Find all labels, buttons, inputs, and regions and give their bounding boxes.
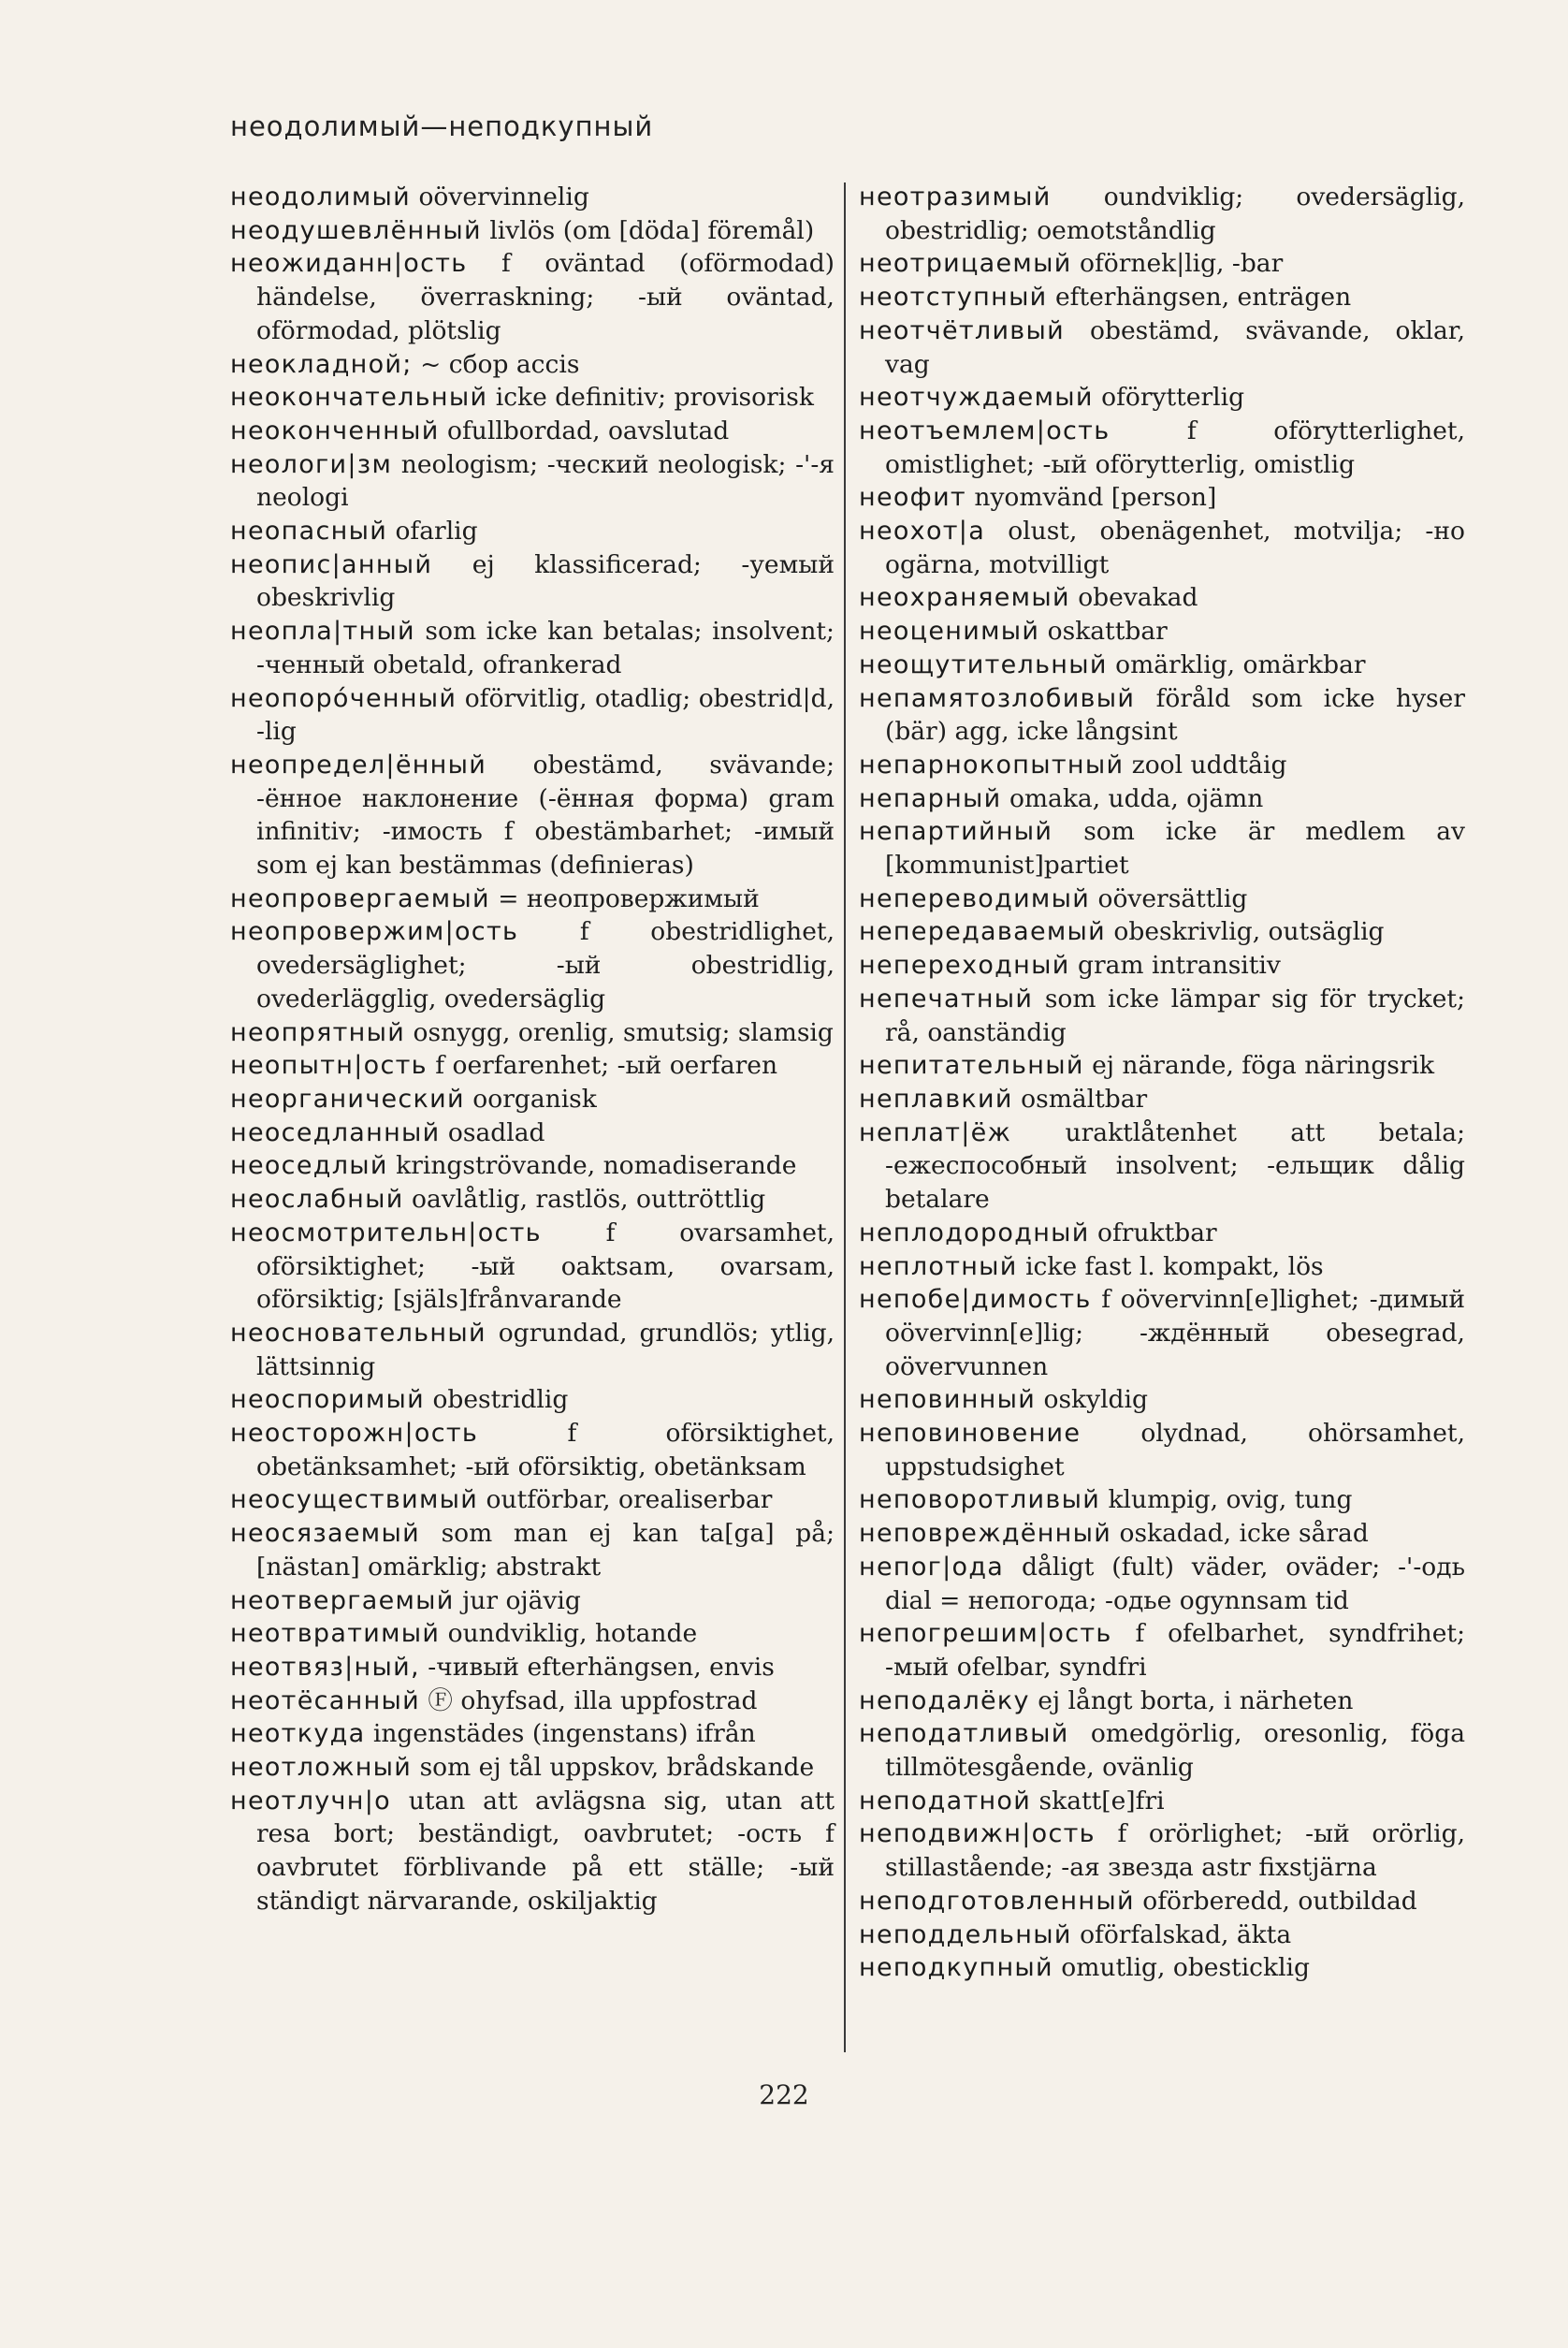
- dictionary-entry: [859, 782, 1465, 816]
- dictionary-entry: [859, 247, 1465, 281]
- entry-definition: obevakad: [1069, 583, 1198, 613]
- dictionary-entry: [230, 615, 835, 681]
- entry-definition: omärklig, omärkbar: [1107, 649, 1366, 679]
- dictionary-entry: [230, 1417, 835, 1483]
- dictionary-entry: [230, 1483, 835, 1517]
- entry-definition: oförberedd, outbildad: [1134, 1886, 1417, 1916]
- dictionary-entry: [859, 1116, 1465, 1217]
- dictionary-entry: [859, 481, 1465, 515]
- entry-definition: f ovarsamhet, oförsiktighet; -ый oaktsam, ovarsam, oförsiktig; [själs]frånvarande: [256, 1218, 835, 1315]
- entry-definition: icke fast l. kompakt, lös: [1017, 1251, 1324, 1281]
- entry-definition: oförfalskad, äkta: [1071, 1919, 1292, 1949]
- entry-definition: f oväntad (oförmodad) händelse, överraskning; -ый oväntad, oförmodad, plötslig: [256, 249, 835, 345]
- entry-headword: непогрешим|ость: [859, 1619, 1112, 1649]
- dictionary-entry: [230, 1651, 835, 1684]
- entry-headword: неподатной: [859, 1786, 1032, 1816]
- entry-headword: неотложный: [230, 1753, 413, 1783]
- entry-headword: неоседлый: [230, 1151, 388, 1181]
- running-head: неодолимый—неподкупный: [230, 110, 654, 142]
- entry-headword: неологи|зм: [230, 449, 393, 479]
- dictionary-entry: [859, 1785, 1465, 1818]
- entry-headword: неповиновение: [859, 1419, 1082, 1449]
- dictionary-entry: [230, 1383, 835, 1417]
- entry-definition: utan att avlägsna sig, utan att resa bort; beständigt, oavbrutet; -ость f oavbrutet förblivande på ett ställe; -ый ständigt närvarande, oskiljaktig: [256, 1786, 835, 1916]
- entry-headword: неокладной;: [230, 349, 413, 379]
- dictionary-entry: [230, 247, 835, 347]
- entry-definition: ej närande, föga näringsrik: [1083, 1051, 1435, 1081]
- entry-definition: ofullbordad, oavslutad: [439, 416, 730, 445]
- entry-definition: f orörlighet; -ый orörlig, stillastående; -ая звезда astr fixstjärna: [885, 1819, 1465, 1883]
- dictionary-entry: [859, 1483, 1465, 1517]
- entry-definition: obestämd, svävande, oklar, vag: [885, 315, 1465, 379]
- entry-headword: неопровержим|ость: [230, 917, 519, 947]
- entry-headword: неопис|анный: [230, 549, 433, 579]
- dictionary-entry: [230, 1717, 835, 1751]
- entry-definition: f oövervinn[e]lighet; -димый oövervinn[e]lig; -ждённый obesegrad, oövervunnen: [885, 1285, 1465, 1381]
- dictionary-entry: [859, 1717, 1465, 1784]
- entry-headword: неорганический: [230, 1084, 465, 1114]
- dictionary-entry: [230, 381, 835, 415]
- entry-headword: неодолимый: [230, 182, 412, 211]
- entry-headword: непереводимый: [859, 883, 1091, 913]
- entry-headword: неоспоримый: [230, 1385, 426, 1415]
- entry-headword: неотрицаемый: [859, 249, 1072, 279]
- entry-headword: неподготовленный: [859, 1886, 1135, 1916]
- dictionary-entry: [230, 1083, 835, 1116]
- dictionary-entry: [859, 882, 1465, 916]
- dictionary-entry: [859, 1951, 1465, 1985]
- dictionary-entry: [859, 314, 1465, 381]
- entry-definition: -чивый efterhängsen, envis: [419, 1652, 775, 1682]
- dictionary-entry: [230, 1517, 835, 1583]
- entry-headword: неопла|тный: [230, 617, 415, 647]
- dictionary-entry: [859, 1817, 1465, 1884]
- entry-headword: неповинный: [859, 1385, 1037, 1415]
- dictionary-entry: [230, 1785, 835, 1918]
- dictionary-entry: [859, 1617, 1465, 1684]
- entry-definition: f oerfarenhet; -ый oerfaren: [427, 1051, 778, 1081]
- entry-definition: zool uddtåig: [1124, 750, 1287, 780]
- entry-definition: f ofelbarhet, syndfrihet; -мый ofelbar, syndfri: [885, 1619, 1465, 1682]
- dictionary-entry: [859, 1083, 1465, 1116]
- dictionary-entry: [859, 682, 1465, 749]
- entry-definition: oskyldig: [1036, 1385, 1148, 1415]
- dictionary-entry: [230, 749, 835, 882]
- column-divider: [844, 182, 846, 2052]
- dictionary-entry: [859, 581, 1465, 615]
- entry-headword: неосязаемый: [230, 1519, 420, 1549]
- entry-headword: неощутительный: [859, 649, 1108, 679]
- dictionary-entry: [859, 649, 1465, 682]
- dictionary-entry: [230, 515, 835, 548]
- entry-headword: неодушевлённый: [230, 215, 482, 245]
- entry-definition: oorganisk: [464, 1084, 597, 1114]
- entry-headword: непереходный: [859, 951, 1070, 981]
- entry-definition: jur ojävig: [454, 1585, 581, 1615]
- entry-definition: ogrundad, grundlös; ytlig, lättsinnig: [256, 1318, 835, 1381]
- dictionary-entry: [230, 1149, 835, 1183]
- entry-definition: oförvitlig, otadlig; obestrid|d, -lig: [256, 683, 835, 747]
- entry-definition: oförytterlig: [1093, 383, 1245, 413]
- entry-headword: неповоротливый: [859, 1485, 1101, 1515]
- entry-definition: olust, obenägenhet, motvilja; -но ogärna, motvilligt: [885, 517, 1465, 579]
- entry-definition: obestämd, svävande; -ённое наклонение (-ённая форма) gram infinitiv; -имость f obestämbarhet; -имый som ej kan bestämmas (definieras): [256, 750, 835, 881]
- dictionary-entry: [230, 1183, 835, 1217]
- dictionary-entry: [859, 1918, 1465, 1952]
- entry-headword: неотлучн|о: [230, 1786, 391, 1816]
- dictionary-entry: [230, 548, 835, 615]
- entry-definition: skatt[e]fri: [1031, 1786, 1165, 1816]
- dictionary-entry: [859, 1885, 1465, 1918]
- entry-definition: osnygg, orenlig, smutsig; slamsig: [405, 1017, 834, 1047]
- entry-definition: föråld som icke hyser (bär) agg, icke långsint: [885, 683, 1465, 747]
- entry-headword: неподкупный: [859, 1953, 1053, 1983]
- entry-definition: som icke lämpar sig för trycket; rå, oanständig: [885, 984, 1465, 1047]
- entry-headword: неожиданн|ость: [230, 249, 468, 279]
- entry-headword: неоконченный: [230, 416, 440, 445]
- entry-headword: непечатный: [859, 984, 1034, 1014]
- entry-headword: неподалёку: [859, 1685, 1030, 1715]
- entry-headword: неопытн|ость: [230, 1051, 428, 1081]
- dictionary-entry: [859, 615, 1465, 649]
- entry-definition: f oförsiktighet, obetänksamhet; -ый oförsiktig, obetänksam: [256, 1419, 835, 1481]
- dictionary-entry: [230, 1751, 835, 1785]
- dictionary-entry: [859, 415, 1465, 481]
- entry-definition: ~ сбор accis: [412, 349, 580, 379]
- dictionary-entry: [230, 1617, 835, 1651]
- dictionary-entry: [859, 915, 1465, 949]
- entry-headword: неоткуда: [230, 1719, 366, 1749]
- dictionary-entry: [859, 1283, 1465, 1383]
- entry-headword: неосновательный: [230, 1318, 486, 1348]
- entry-headword: неоценимый: [859, 617, 1040, 647]
- entry-headword: неотёсанный: [230, 1685, 420, 1715]
- dictionary-entry: [859, 515, 1465, 581]
- entry-headword: непитательный: [859, 1051, 1084, 1081]
- entry-headword: неосуществимый: [230, 1485, 479, 1515]
- dictionary-entry: [859, 1217, 1465, 1250]
- entry-definition: oövervinnelig: [411, 182, 589, 211]
- dictionary-entry: [859, 815, 1465, 882]
- entry-definition: ej långt borta, i närheten: [1029, 1685, 1354, 1715]
- entry-headword: неотчуждаемый: [859, 383, 1094, 413]
- entry-headword: неплотный: [859, 1251, 1018, 1281]
- entry-definition: ej klassificerad; -уемый obeskrivlig: [256, 549, 835, 613]
- entry-headword: неоседланный: [230, 1117, 441, 1147]
- entry-definition: outförbar, orealiserbar: [478, 1485, 773, 1515]
- entry-definition: nyomvänd [person]: [965, 483, 1217, 513]
- entry-headword: непарный: [859, 783, 1002, 813]
- entry-headword: неопасный: [230, 517, 388, 547]
- entry-headword: непог|ода: [859, 1552, 1005, 1582]
- dictionary-entry: [859, 381, 1465, 415]
- entry-headword: неотчётливый: [859, 315, 1065, 345]
- dictionary-entry: [230, 1684, 835, 1718]
- dictionary-entry: [859, 1517, 1465, 1551]
- dictionary-entry: [859, 1417, 1465, 1483]
- entry-definition: osadlad: [440, 1117, 545, 1147]
- dictionary-entry: [859, 1250, 1465, 1284]
- entry-headword: неплодородный: [859, 1218, 1090, 1247]
- entry-definition: icke definitiv; provisorisk: [487, 383, 814, 413]
- entry-headword: неопрятный: [230, 1017, 406, 1047]
- dictionary-entry: [230, 1016, 835, 1050]
- dictionary-entry: [859, 949, 1465, 983]
- entry-definition: dåligt (fult) väder, oväder; -'-одь dial = непогода; -одье ogynnsam tid: [885, 1552, 1465, 1615]
- entry-headword: неподдельный: [859, 1919, 1072, 1949]
- entry-definition: som icke kan betalas; insolvent; -ченный obetald, ofrankerad: [256, 617, 835, 679]
- entry-definition: som icke är medlem av [kommunist]partiet: [885, 817, 1465, 881]
- entry-definition: = неопровержимый: [489, 883, 760, 913]
- dictionary-entry: [230, 348, 835, 382]
- dictionary-entry: [230, 181, 835, 214]
- dictionary-entry: [859, 1551, 1465, 1617]
- entry-definition: gram intransitiv: [1069, 951, 1281, 981]
- dictionary-entry: [859, 281, 1465, 314]
- entry-definition: oskattbar: [1039, 617, 1168, 647]
- entry-headword: неохот|а: [859, 517, 986, 547]
- entry-headword: неотвергаемый: [230, 1585, 455, 1615]
- entry-headword: неопредел|ённый: [230, 750, 487, 780]
- dictionary-entry: [859, 749, 1465, 782]
- entry-headword: неосторожн|ость: [230, 1419, 479, 1449]
- entry-headword: неповреждённый: [859, 1519, 1112, 1549]
- entry-definition: som man ej kan ta[ga] på; [nästan] omärklig; abstrakt: [256, 1519, 835, 1582]
- dictionary-entry: [230, 1317, 835, 1383]
- dictionary-entry: [230, 1217, 835, 1317]
- entry-headword: неопорόченный: [230, 683, 457, 713]
- entry-definition: kringströvande, nomadiserande: [387, 1151, 797, 1181]
- entry-definition: obestridlig: [425, 1385, 569, 1415]
- dictionary-entry: [230, 682, 835, 749]
- entry-headword: неокончательный: [230, 383, 488, 413]
- dictionary-entry: [859, 181, 1465, 247]
- entry-headword: неофит: [859, 483, 966, 513]
- entry-headword: неотвяз|ный,: [230, 1652, 420, 1682]
- dictionary-entry: [230, 1116, 835, 1150]
- entry-definition: oöversättlig: [1090, 883, 1248, 913]
- entry-definition: oundviklig; ovedersäglig, obestridlig; oemotståndlig: [885, 182, 1465, 245]
- dictionary-entry: [230, 1049, 835, 1083]
- entry-headword: неотразимый: [859, 182, 1052, 211]
- entry-definition: osmältbar: [1012, 1084, 1148, 1114]
- entry-headword: непарнокопытный: [859, 750, 1125, 780]
- entry-definition: uraktlåtenhet att betala; -ежеспособный insolvent; -ельщик dålig betalare: [885, 1117, 1465, 1215]
- entry-headword: неохраняемый: [859, 583, 1070, 613]
- entry-definition: obeskrivlig, outsäglig: [1106, 917, 1385, 947]
- entry-headword: неподатливый: [859, 1719, 1069, 1749]
- entry-headword: неотъемлем|ость: [859, 416, 1111, 445]
- right-column: [859, 181, 1465, 1985]
- entry-definition: olydnad, ohörsamhet, uppstudsighet: [885, 1419, 1465, 1481]
- page-number: 222: [759, 2079, 809, 2110]
- dictionary-entry: [230, 448, 835, 515]
- entry-definition: livlös (om [döda] föremål): [481, 215, 815, 245]
- entry-definition: f obestridlighet, ovedersäglighet; -ый obestridlig, ovederlägglig, ovedersäglig: [256, 917, 835, 1014]
- entry-headword: непартийный: [859, 817, 1053, 847]
- entry-headword: неосмотрительн|ость: [230, 1218, 542, 1247]
- dictionary-entry: [230, 915, 835, 1015]
- entry-definition: efterhängsen, enträgen: [1047, 283, 1352, 313]
- dictionary-entry: [230, 214, 835, 248]
- entry-definition: omedgörlig, oresonlig, föga tillmötesgående, ovänlig: [885, 1719, 1465, 1783]
- entry-headword: неплат|ёж: [859, 1117, 1012, 1147]
- dictionary-entry: [230, 1584, 835, 1618]
- entry-headword: неопровергаемый: [230, 883, 490, 913]
- entry-headword: непобе|димость: [859, 1285, 1092, 1315]
- entry-definition: oförnek|lig, -bar: [1071, 249, 1284, 279]
- entry-headword: неподвижн|ость: [859, 1819, 1096, 1849]
- entry-definition: oskadad, icke sårad: [1111, 1519, 1369, 1549]
- left-column: [230, 181, 835, 1918]
- entry-headword: непамятозлобивый: [859, 683, 1136, 713]
- entry-definition: omutlig, obesticklig: [1053, 1953, 1310, 1983]
- entry-definition: oundviklig, hotande: [440, 1619, 698, 1649]
- dictionary-entry: [859, 1049, 1465, 1083]
- entry-definition: ingenstädes (ingenstans) ifrån: [365, 1719, 756, 1749]
- entry-headword: неотвратимый: [230, 1619, 441, 1649]
- entry-definition: f oförytterlighet, omistlighet; -ый oförytterlig, omistlig: [885, 416, 1465, 479]
- entry-definition: klumpig, ovig, tung: [1100, 1485, 1353, 1515]
- dictionary-entry: [859, 983, 1465, 1049]
- entry-definition: Ⓕ ohyfsad, illa uppfostrad: [419, 1685, 758, 1715]
- entry-definition: ofarlig: [387, 517, 478, 547]
- entry-headword: неплавкий: [859, 1084, 1013, 1114]
- entry-definition: neologism; -ческий neologisk; -'-я neologi: [256, 449, 835, 513]
- dictionary-entry: [859, 1684, 1465, 1718]
- dictionary-entry: [230, 415, 835, 448]
- entry-headword: неотступный: [859, 283, 1048, 313]
- entry-headword: непередаваемый: [859, 917, 1106, 947]
- entry-headword: неослабный: [230, 1185, 404, 1215]
- entry-definition: omaka, udda, ojämn: [1001, 783, 1264, 813]
- entry-definition: oavlåtlig, rastlös, outtröttlig: [403, 1185, 766, 1215]
- dictionary-entry: [230, 882, 835, 916]
- dictionary-entry: [859, 1383, 1465, 1417]
- entry-definition: ofruktbar: [1089, 1218, 1217, 1247]
- entry-definition: som ej tål uppskov, brådskande: [412, 1753, 815, 1783]
